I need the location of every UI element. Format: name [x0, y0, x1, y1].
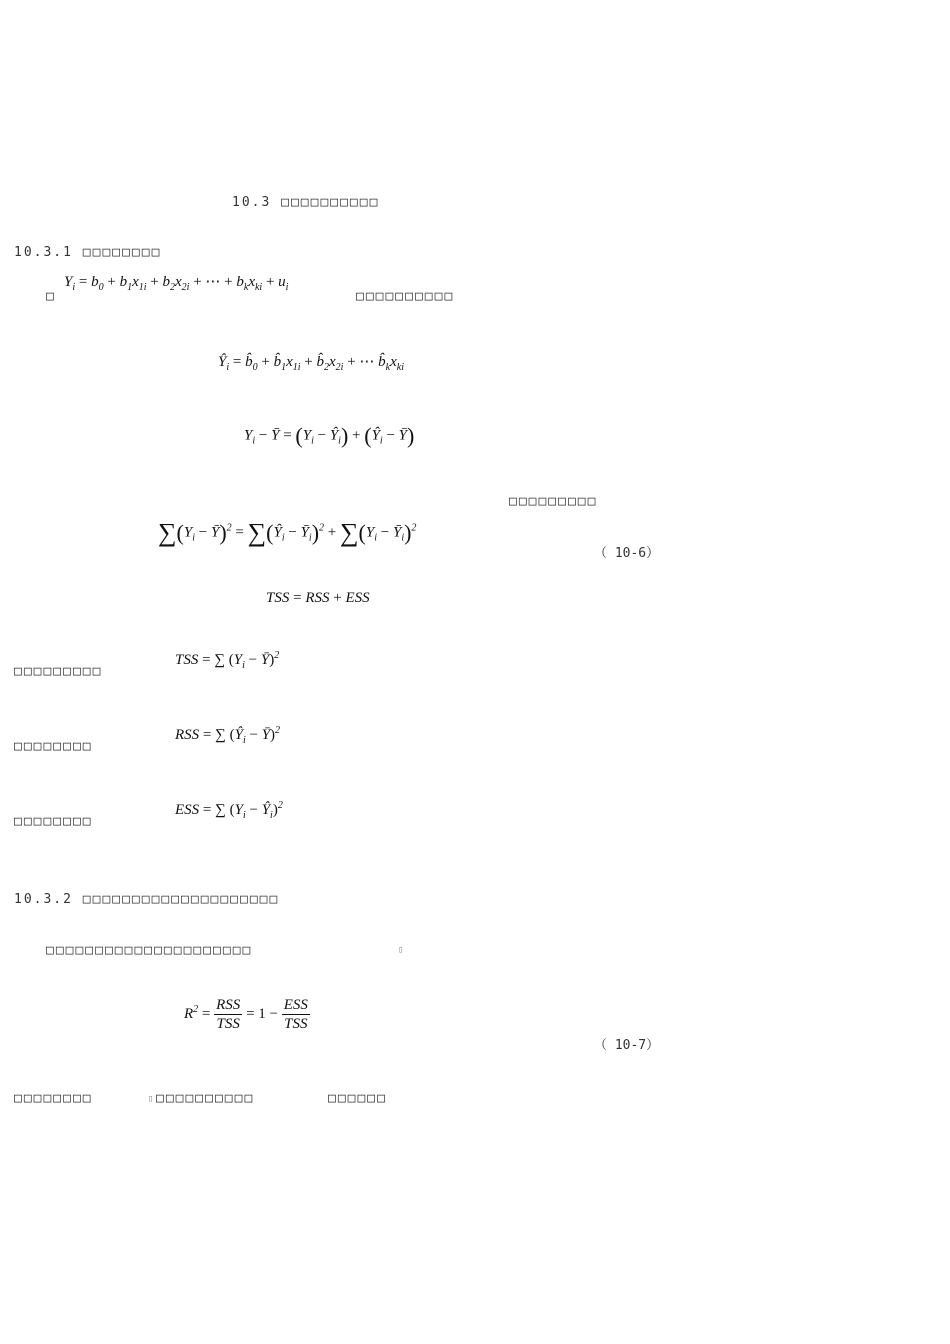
last-line-mark: ▯ — [148, 1094, 154, 1104]
rss-label: □□□□□□□□ — [14, 739, 93, 754]
equation-rss: RSS = ∑ ($Ŷ_i$ − Ȳ)$^2$ — [175, 725, 281, 746]
equation-sum-of-squares: $\sum(Y_i$ − Ȳ)$^2$ = $\sum(Ŷ_i$ − $Ȳ_i)^2 + \sum(Y_i$ − $Ȳ_i)^2$ — [158, 518, 417, 547]
last-line-a: □□□□□□□□ — [14, 1091, 93, 1106]
equation-deviation: $Y_i$ − Ȳ = ($Y_i$ − $Ŷ_i$) + ($Ŷ_i$ − Ȳ) — [244, 423, 415, 448]
last-line-c: □□□□□□ — [328, 1091, 387, 1106]
para-1-suffix: □□□□□□□□□□ — [356, 289, 455, 304]
para-2-suffix: □□□□□□□□□ — [509, 494, 598, 509]
equation-number-10-6: （ 10-6） — [594, 546, 660, 561]
para-1-prefix: □ — [46, 289, 56, 304]
equation-fitted: $Ŷ_i$ = $b̂_0$ + $b̂_1x_{1i}$ + $b̂_2x_{2i}$ + ⋯ $b̂_kx_{ki}$ — [218, 354, 404, 373]
equation-number-10-7: （ 10-7） — [594, 1038, 660, 1053]
equation-tss: TSS = ∑ ($Y_i$ − Ȳ)$^2$ — [175, 650, 280, 671]
ess-label: □□□□□□□□ — [14, 814, 93, 829]
section-title: 10.3 □□□□□□□□□□ — [232, 195, 380, 210]
tss-label: □□□□□□□□□ — [14, 664, 103, 679]
equation-r-squared: $R^2$ = $\frac{\text{RSS}}{\text{TSS}}$ = 1 − $\frac{\text{ESS}}{\text{TSS}}$ — [184, 997, 308, 1032]
para-3-mark: ▯ — [398, 945, 404, 955]
subsection-title-1: 10.3.1 □□□□□□□□ — [14, 245, 162, 260]
equation-ess: ESS = ∑ ($Y_i$ − $Ŷ_i)^2$ — [175, 800, 283, 821]
last-line-b: □□□□□□□□□□ — [156, 1091, 255, 1106]
subsection-title-2: 10.3.2 □□□□□□□□□□□□□□□□□□□□ — [14, 892, 280, 907]
equation-model: $Y_i = b_0 + b_1x_{1i} + b_2x_{2i}$ + ⋯ + $b_kx_{ki} + u_i$ — [64, 274, 289, 293]
equation-tss-rss-ess: TSS = RSS + ESS — [266, 590, 370, 606]
para-3: □□□□□□□□□□□□□□□□□□□□□ — [46, 943, 253, 958]
